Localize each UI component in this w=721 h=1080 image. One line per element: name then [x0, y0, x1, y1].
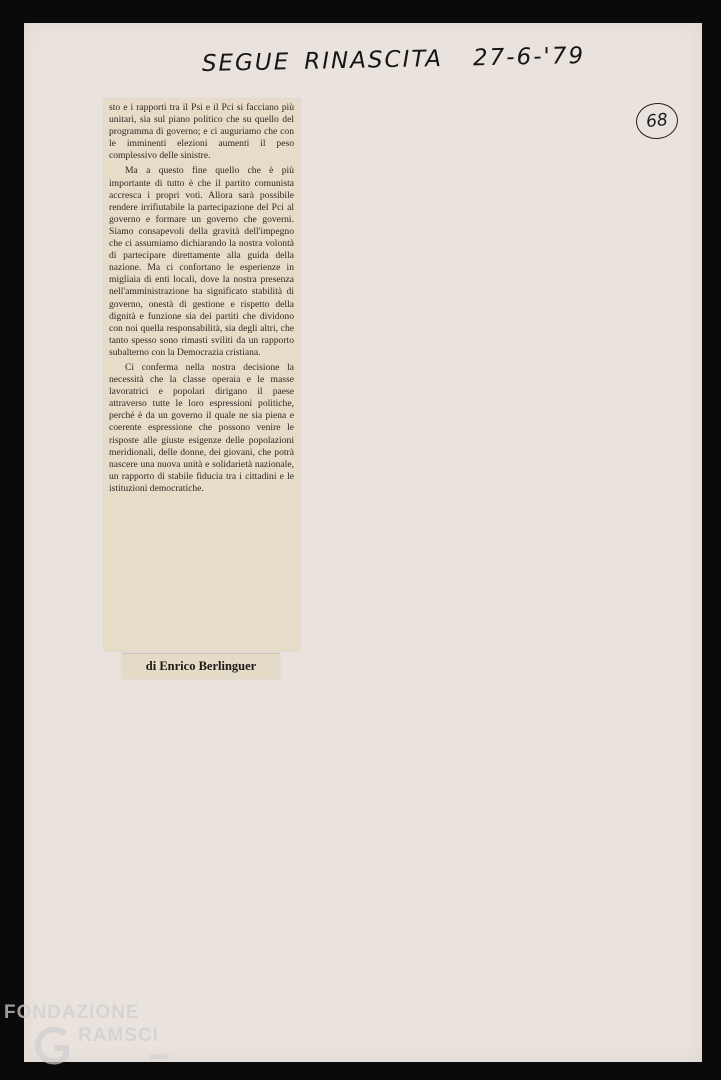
handwritten-annotation — [202, 43, 586, 85]
handwritten-title-part1: SEGUE — [201, 49, 291, 77]
handwritten-date: 27-6-'79 — [472, 42, 586, 72]
watermark-line2: RAMSCI — [78, 1025, 159, 1046]
article-paragraph-3: Ci conferma nella nostra decisione la necessità che la classe operaia e le masse lavoratrici e popolari dirigano il paese attraverso tutte le loro espressioni politiche, perché è da un governo il quale ne sia piena e coerente espressione che possono venire le risposte alle giuste esigenze delle popolazioni meridionali, delle donne, dei giovani, che potrà nascere una nuova unità e solidarietà nazionale, un rapporto di stabile fiducia tra i cittadini e le istituzioni democratiche. — [109, 361, 294, 494]
watermark-suffix: onlus — [150, 1052, 170, 1061]
watermark-g-logo-icon — [32, 1022, 72, 1070]
article-text — [109, 102, 294, 498]
newspaper-clipping — [104, 99, 300, 651]
handwritten-title-part2: RINASCITA — [303, 45, 444, 75]
article-paragraph-2: Ma a questo fine quello che è più importante di tutto è che il partito comunista accresca i propri voti. Allora sarà possibile rendere irrifiutabile la partecipazione del Pci al governo e formare un governo che governi. Siamo consapevoli della gravità dell'impegno che ci assumiamo dichiarando la nostra volontà di partecipare direttamente alla guida della nazione. Ma ci confortano le esperienze in migliaia di enti locali, dove la nostra presenza nell'amministrazione ha significato stabilità di governo, onestà di gestione e rispetto della dignità e funzione sia dei partiti che dividono con noi quella responsabilità, sia degli altri, che tanto spesso sono rimasti sviliti da un rapporto subalterno con la Democrazia cristiana. — [109, 165, 294, 358]
paper-sheet — [24, 23, 702, 1062]
fondazione-gramsci-watermark — [4, 1000, 184, 1075]
article-paragraph-1: sto e i rapporti tra il Psi e il Pci si facciano più unitari, sia sul piano politico che su quello del programma di governo; e ci auguriamo che con le imminenti elezioni aumenti il peso complessivo delle sinistre. — [109, 102, 294, 162]
watermark-line1: FONDAZIONE — [4, 1002, 140, 1023]
article-byline: di Enrico Berlinguer — [122, 653, 280, 679]
circled-page-number: 68 — [634, 101, 680, 141]
